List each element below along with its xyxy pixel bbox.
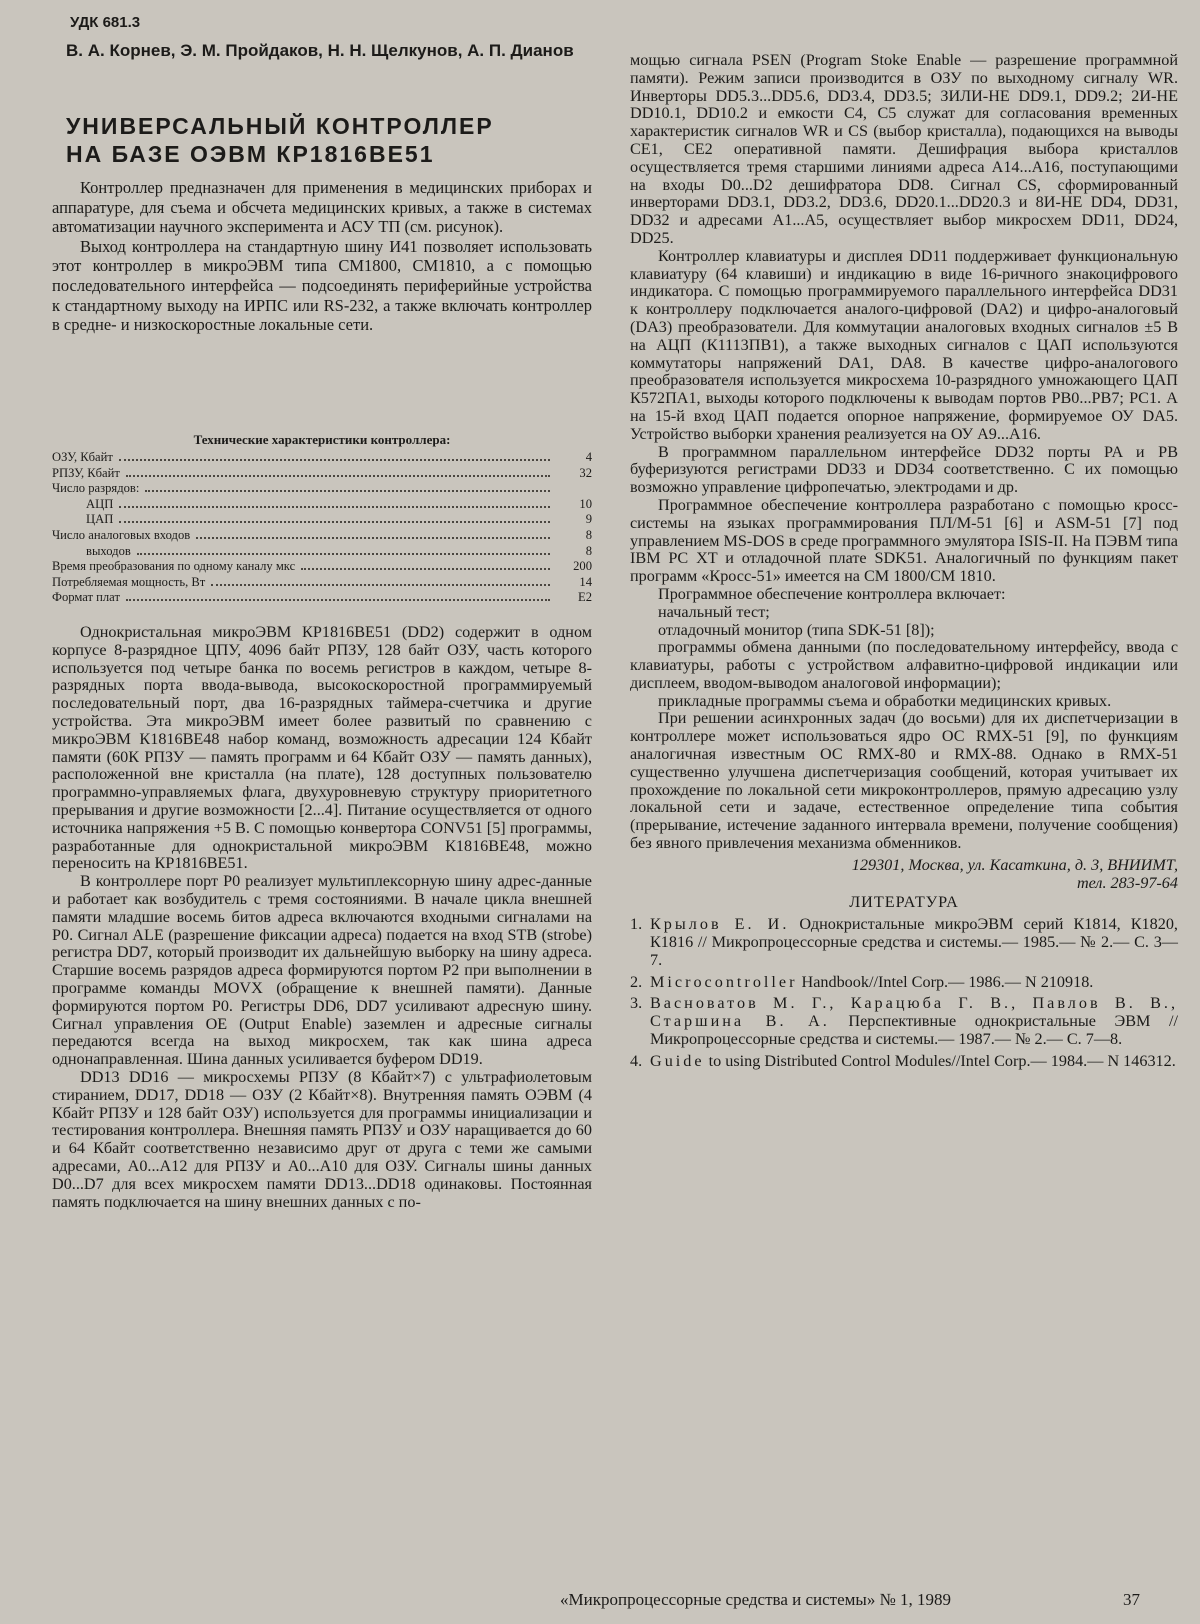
- spec-leader-dots: [196, 537, 550, 539]
- reference-number: 2.: [630, 972, 643, 991]
- address-line-2: тел. 283-97-64: [1076, 873, 1178, 892]
- spec-row: [52, 590, 592, 606]
- reference-details: Однокристальные микроЭВМ серий К1814, К1820, К1816 // Микропроцессорные средства и системы.— 1985.— № 2.— С. 3—7.: [650, 915, 1178, 969]
- page-footer: [560, 1590, 1140, 1610]
- reference-text: [650, 916, 1178, 969]
- body-left-column: [52, 624, 592, 1211]
- body-paragraph: DD13 DD16 — микросхемы РПЗУ (8 Кбайт×7) с ультрафиолетовым стиранием, DD17, DD18 — ОЗУ (2 Кбайт×8). Внутренняя память ОЭВМ (4 Кбайт РПЗУ и 128 байт ОЗУ) используется для программы инициализации и тестирования контроллера. Внешняя память РПЗУ и ОЗУ наращивается до 60 и 64 Кбайт соответственно независимо друг от друга с теми же самыми адресами, A0...A12 для РПЗУ и A0...A10 для ОЗУ. Сигналы шины данных D0...D7 для всех микросхем памяти DD13...DD18 одинаковы. Постоянная память подключается на шину внешних данных с по-: [52, 1067, 592, 1211]
- reference-author: Microcontroller: [650, 972, 798, 991]
- spec-leader-dots: [126, 599, 550, 601]
- spec-row: [52, 450, 592, 466]
- body-paragraph: Однокристальная микроЭВМ КР1816ВЕ51 (DD2) содержит в одном корпусе 8-разрядное ЦПУ, 4096 байт РПЗУ, 128 байт ОЗУ, часть которого используется под четыре банка по восемь регистров в каждом, четыре 8-разрядных порта ввода-вывода, высокоскоростной программируемый последовательный порт, два 16-разрядных таймера-счетчика и другие устройства. Эта микроЭВМ имеет более развитый по сравнению с микроЭВМ К1816ВЕ48 набор команд, возможность адресации 124 Кбайт памяти (60К РПЗУ — память программ и 64 Кбайт ОЗУ — память данных), расположенной вне кристалла (на плате), 128 доступных пользователю программно-управляемых флага, двухуровневую структуру приоритетного прерывания и другие возможности [2...4]. Питание осуществляется от одного источника напряжения +5 В. С помощью конвертора CONV51 [5] программы, разработанные для однокристальной микроЭВМ К1816ВЕ48, можно переносить на КР1816ВЕ51.: [52, 623, 592, 873]
- spec-value: 8: [585, 543, 592, 558]
- spec-row: [52, 512, 592, 528]
- spec-row: [52, 497, 592, 513]
- body-paragraph: В программном параллельном интерфейсе DD32 порты PA и PB буферизуются регистрами DD33 и DD34 соответственно. С их помощью возможно управление цифропечатью, электродами и др.: [630, 442, 1178, 497]
- body-paragraph: мощью сигнала PSEN (Program Stoke Enable — разрешение программной памяти). Режим записи производится в ОЗУ по выходному сигналу WR. Инверторы DD5.3...DD5.6, DD3.4, DD3.5; ЗИЛИ-НЕ DD9.1, DD9.2; 2И-НЕ DD10.1, DD10.2 и емкости C4, C5 служат для согласования временных характеристик сигналов WR и CS (выбор кристалла), подающихся на выводы CE1, CE2 оперативной памяти. Дешифрация выбора кристаллов осуществляется тремя старшими линиями адреса A14...A16, поступающими на входы D0...D2 дешифратора DD8. Сигнал CS, сформированный инверторами DD3.1, DD3.2, DD3.6, DD20.1...DD20.3 и 8И-НЕ DD4, DD31, DD32 и адресами A1...A5, осуществляет выбор микросхем DD11, DD24, DD25.: [630, 51, 1178, 247]
- spec-leader-dots: [301, 568, 550, 570]
- spec-label: ЦАП: [86, 512, 114, 527]
- body-right-column: [630, 52, 1178, 1071]
- body-paragraph: Программное обеспечение контроллера включает:: [658, 584, 1006, 603]
- body-paragraph: начальный тест;: [658, 602, 770, 621]
- spec-leader-dots: [119, 506, 550, 508]
- spec-row: [52, 575, 592, 591]
- reference-item: [630, 916, 1178, 969]
- spec-label: АЦП: [86, 496, 114, 511]
- spec-leader-dots: [145, 490, 550, 492]
- spec-value: 4: [585, 450, 592, 464]
- spec-value: 14: [579, 574, 592, 589]
- specs-table: [52, 450, 592, 606]
- body-paragraph: Контроллер клавиатуры и дисплея DD11 поддерживает функциональную клавиатуру (64 клавиши) и индикацию в виде 16-ричного знакоцифрового индикатора. С помощью программируемого параллельного интерфейса DD31 к контроллеру подключается аналого-цифровой (DA2) и цифро-аналоговый (DA3) преобразователи. Для коммутации аналоговых входных сигналов ±5 В на АЦП (К1113ПВ1), а также выходных сигналов с ЦАП используются коммутаторы напряжений DA1, DA8. В качестве цифро-аналогового преобразователя используется микросхема 10-разрядного умножающего ЦАП К572ПА1, выходы которого подключены к выводам портов PB0...PB7; PC1. А на 15-й вход ЦАП подается опорное напряжение, формируемое ОУ DA5. Устройство выборки хранения реализуется на ОУ A9...A16.: [630, 246, 1178, 443]
- spec-label: выходов: [86, 543, 131, 558]
- article-title: [66, 112, 586, 168]
- body-paragraph: При решении асинхронных задач (до восьми) для их диспетчеризации в контроллере может использоваться ядро ОС RMX-51 [9], по функциям аналогичная известным ОС RMX-80 и RMX-88. Однако в RMX-51 существенно улучшена диспетчеризация сообщений, которая учитывает их прохождение по локальной сети микроконтроллеров, прямую адресацию узлу локальной сети и задаче, естественное определение типа события (прерывание, истечение заданного интервала времени, получение сообщения) без явного привлечения механизма обменников.: [630, 709, 1178, 853]
- specs-title: Технические характеристики контроллера:: [193, 432, 451, 447]
- spec-leader-dots: [126, 475, 550, 477]
- spec-value: 200: [573, 559, 592, 574]
- body-paragraph: программы обмена данными (по последовательному интерфейсу, ввода с клавиатуры, работы с устройством алфавитно-цифровой индикации или дисплеем, вводом-выводом аналоговой информации);: [630, 638, 1178, 692]
- spec-label: Время преобразования по одному каналу мкс: [52, 559, 296, 574]
- spec-label: ОЗУ, Кбайт: [52, 450, 113, 464]
- udk-code: УДК 681.3: [70, 14, 141, 31]
- spec-value: 10: [579, 496, 592, 511]
- spec-leader-dots: [119, 459, 550, 461]
- body-paragraph: прикладные программы съема и обработки медицинских кривых.: [658, 691, 1112, 710]
- reference-text: [650, 1053, 1178, 1071]
- title-line-1: УНИВЕРСАЛЬНЫЙ КОНТРОЛЛЕР: [66, 113, 494, 139]
- title-line-2: НА БАЗЕ ОЭВМ КР1816ВЕ51: [66, 141, 435, 167]
- spec-label: Число разрядов:: [52, 481, 140, 496]
- reference-text: [650, 974, 1178, 992]
- spec-value: E2: [578, 590, 592, 605]
- spec-leader-dots: [137, 553, 550, 555]
- spec-value: 9: [585, 512, 592, 527]
- address: [630, 857, 1178, 893]
- address-line-1: 129301, Москва, ул. Касаткина, д. 3, ВНИИМТ,: [851, 855, 1178, 874]
- spec-row: [52, 481, 592, 497]
- abstract: [52, 178, 592, 335]
- spec-label: Потребляемая мощность, Вт: [52, 574, 206, 589]
- reference-item: [630, 1053, 1178, 1071]
- spec-label: Формат плат: [52, 590, 120, 605]
- references-title: ЛИТЕРАТУРА: [849, 893, 959, 912]
- reference-item: [630, 995, 1178, 1048]
- abstract-paragraph: Выход контроллера на стандартную шину И41 позволяет использовать этот контроллер в микроЭВМ типа СМ1800, СМ1810, а с помощью последовательного интерфейса — подсоединять периферийные устройства к стандартному выходу на ИРПС или RS-232, а также включать контроллер в средне- и низкоскоростные локальные сети.: [52, 236, 592, 335]
- reference-author: Крылов Е. И.: [650, 915, 790, 934]
- spec-leader-dots: [119, 521, 550, 523]
- spec-value: 32: [579, 465, 592, 480]
- body-paragraph: В контроллере порт P0 реализует мультиплексорную шину адрес-данные и работает как возбудитель с тремя состояниями. В начале цикла внешней памяти младшие восемь битов адреса включаются входными сигналами на P0. Сигнал ALE (разрешение фиксации адреса) подается на вход STB (strobe) регистра DD7, который производит их дальнейшую выборку на шину адреса. Старшие восемь разрядов адреса формируются портом P2 при выполнении в программе команды MOVX (обращение к внешней памяти). Данные формируются портом P0. Регистры DD6, DD7 усиливают адресную шину. Сигнал управления OE (Output Enable) заземлен и адресные сигналы передаются всегда на выход микросхем, так как шина адреса однонаправленная. Шина данных усиливается буфером DD19.: [52, 872, 592, 1069]
- reference-details: to using Distributed Control Modules//Intel Corp.— 1984.— N 146312.: [704, 1051, 1176, 1070]
- body-paragraph: отладочный монитор (типа SDK-51 [8]);: [658, 620, 935, 639]
- spec-value: 8: [585, 527, 592, 542]
- spec-leader-dots: [211, 584, 550, 586]
- spec-row: [52, 544, 592, 560]
- page-number: 37: [1123, 1590, 1140, 1609]
- spec-row: [52, 466, 592, 482]
- reference-number: 1.: [630, 915, 643, 934]
- spec-row: [52, 528, 592, 544]
- abstract-paragraph: Контроллер предназначен для применения в медицинских приборах и аппаратуре, для съема и обсчета медицинских кривых, а также в системах автоматизации научного эксперимента и АСУ ТП (см. рисунок).: [52, 178, 592, 237]
- reference-author: Васноватов М. Г., Карацюба Г. В., Павлов В. В., Старшина В. А.: [650, 994, 1178, 1031]
- right-paragraphs: [630, 52, 1178, 853]
- body-paragraph: Программное обеспечение контроллера разработано с помощью кросс-системы на языках программирования ПЛ/М-51 [6] и ASM-51 [7] под управлением MS-DOS в среде программного эмулятора ISIS-II. На ПЭВМ типа IBM PC XT и отладочной плате SDK51. Аналогичный по функциям пакет программ «Кросс-51» имеется на СМ 1800/СМ 1810.: [630, 495, 1178, 586]
- spec-row: [52, 559, 592, 575]
- reference-text: [650, 995, 1178, 1048]
- authors: В. А. Корнев, Э. М. Пройдаков, Н. Н. Щелкунов, А. П. Дианов: [66, 41, 574, 60]
- reference-details: Перспективные однокристальные ЭВМ // Микропроцессорные средства и системы.— 1987.— № 2.— С. 7—8.: [650, 1012, 1178, 1049]
- journal-name: «Микропроцессорные средства и системы» № 1, 1989: [560, 1590, 952, 1609]
- reference-author: Guide: [650, 1051, 705, 1070]
- spec-label: РПЗУ, Кбайт: [52, 465, 120, 480]
- reference-item: [630, 974, 1178, 992]
- spec-label: Число аналоговых входов: [52, 527, 191, 542]
- reference-number: 4.: [630, 1051, 643, 1070]
- references-list: [630, 916, 1178, 1070]
- reference-number: 3.: [630, 994, 643, 1013]
- reference-details: Handbook//Intel Corp.— 1986.— N 210918.: [797, 972, 1094, 991]
